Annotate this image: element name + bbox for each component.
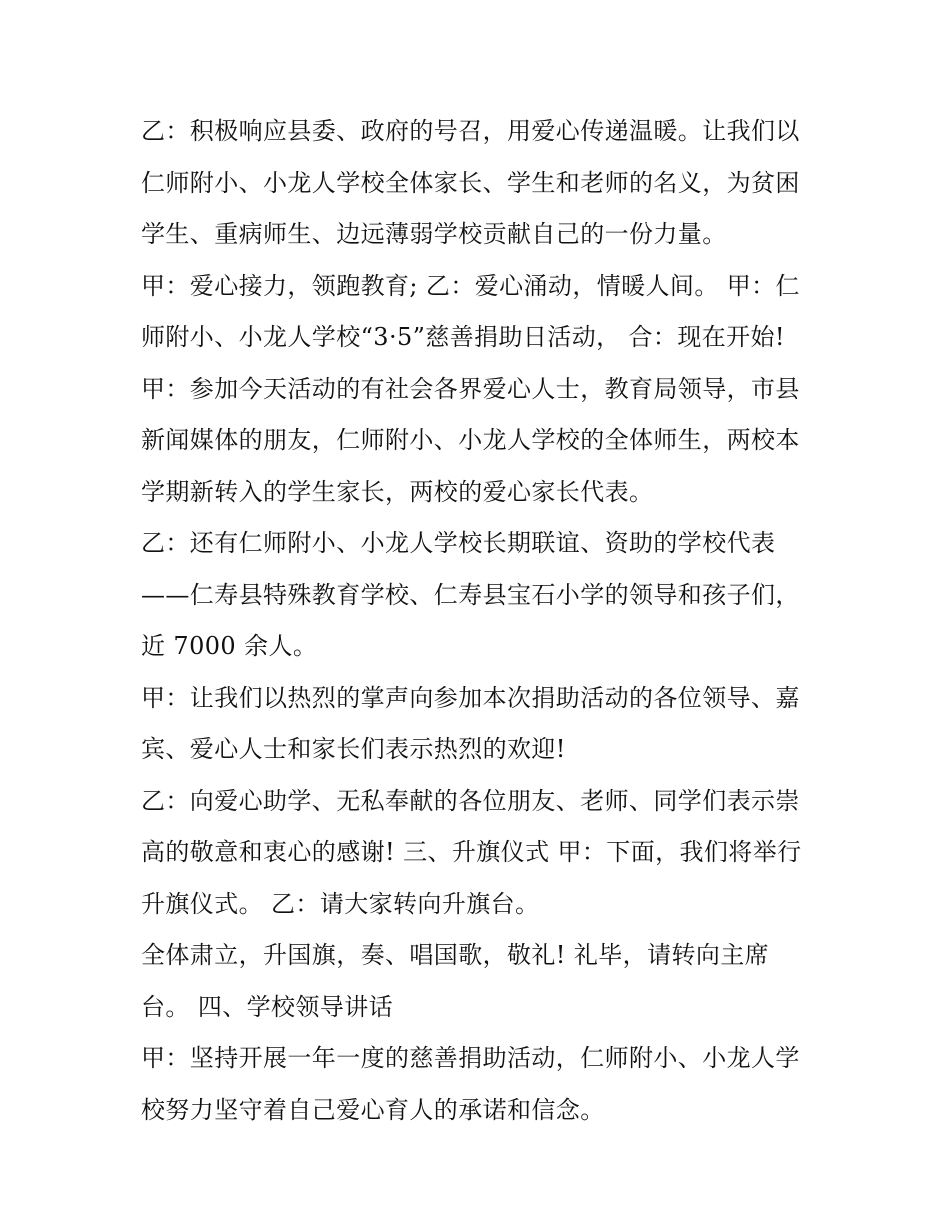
text-line: 升旗仪式。 乙：请大家转向升旗台。 xyxy=(141,889,540,918)
text-line: 乙：积极响应县委、政府的号召，用爱心传递温暖。让我们以 xyxy=(141,117,800,145)
text-line: 宾、爱心人士和家长们表示热烈的欢迎! xyxy=(141,735,566,763)
text-line: 新闻媒体的朋友，仁师附小、小龙人学校的全体师生，两校本 xyxy=(141,426,800,454)
text-line: ——仁寿县特殊教育学校、仁寿县宝石小学的领导和孩子们， xyxy=(141,580,800,609)
text-line: 近 7000 余人。 xyxy=(141,632,318,660)
text-line: 甲：坚持开展一年一度的慈善捐助活动，仁师附小、小龙人学 xyxy=(141,1044,800,1072)
text-line: 高的敬意和衷心的感谢! 三、升旗仪式 甲：下面，我们将举行 xyxy=(141,838,802,866)
text-line: 乙：还有仁师附小、小龙人学校长期联谊、资助的学校代表 xyxy=(141,529,776,557)
text-line: 仁师附小、小龙人学校全体家长、学生和老师的名义，为贫困 xyxy=(141,168,800,197)
text-line: 甲：让我们以热烈的掌声向参加本次捐助活动的各位领导、嘉 xyxy=(141,683,800,712)
document-body xyxy=(141,106,831,1136)
text-line: 全体肃立，升国旗，奏、唱国歌，敬礼! 礼毕，请转向主席 xyxy=(141,941,770,969)
text-line: 校努力坚守着自己爱心育人的承诺和信念。 xyxy=(141,1095,605,1124)
text-line: 甲：参加今天活动的有社会各界爱心人士，教育局领导，市县 xyxy=(141,374,800,403)
text-line: 学期新转入的学生家长，两校的爱心家长代表。 xyxy=(141,477,654,506)
text-line: 学生、重病师生、边远薄弱学校贡献自己的一份力量。 xyxy=(141,220,727,248)
text-line: 甲：爱心接力，领跑教育; 乙：爱心涌动，情暖人间。 甲：仁 xyxy=(141,271,800,300)
text-line: 乙：向爱心助学、无私奉献的各位朋友、老师、同学们表示崇 xyxy=(141,786,800,815)
text-line: 台。 四、学校领导讲话 xyxy=(141,992,394,1021)
text-line: 师附小、小龙人学校“3·5”慈善捐助日活动， 合：现在开始! xyxy=(141,323,785,351)
